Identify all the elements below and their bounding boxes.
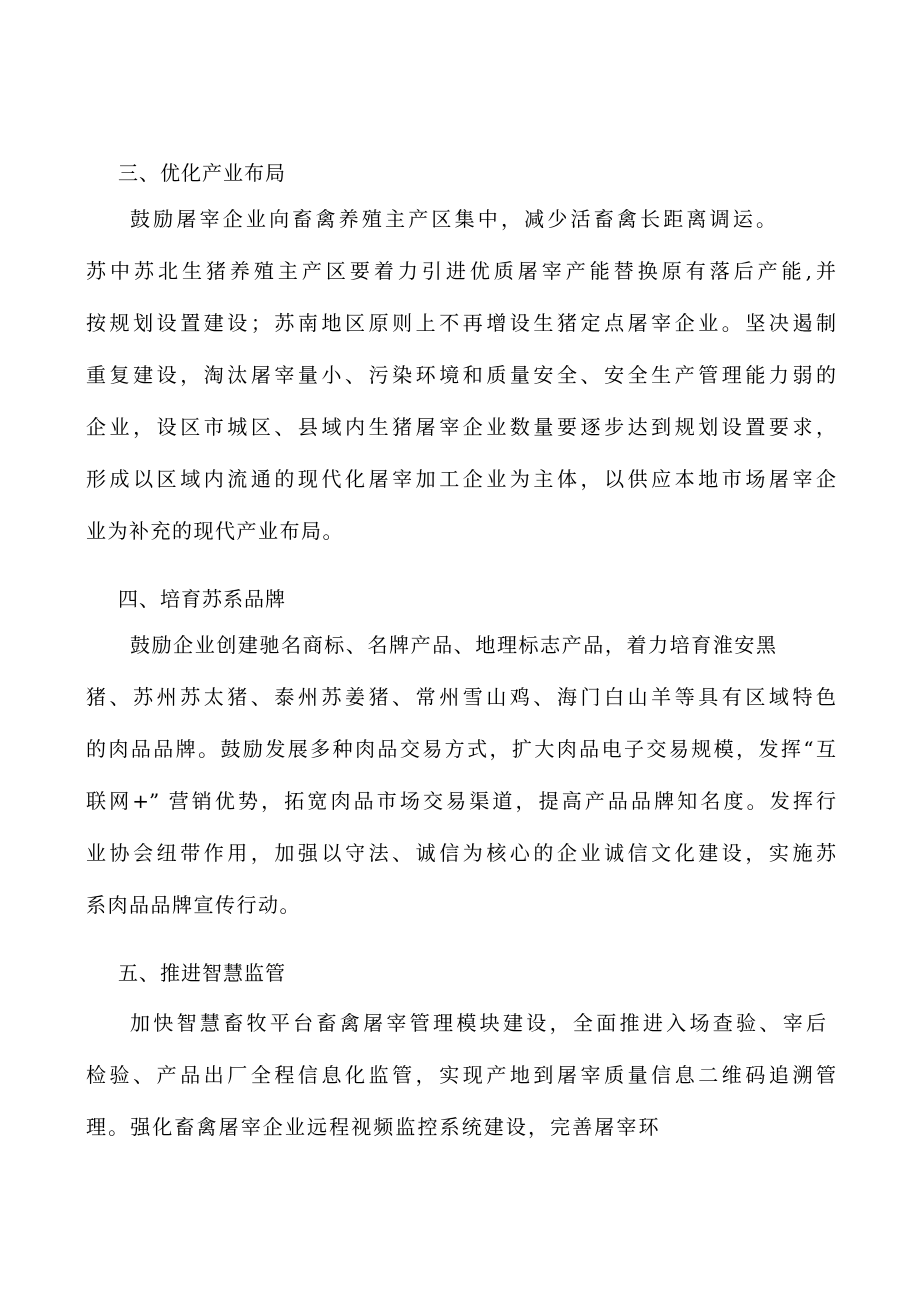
paragraph-line: 加快智慧畜牧平台畜禽屠宰管理模块建设，全面推进入场查验、宰后 — [130, 1011, 826, 1035]
paragraph-line: 企业，设区市城区、县域内生猪屠宰企业数量要逐步达到规划设置要求， — [86, 415, 836, 439]
paragraph-line: 形成以区域内流通的现代化屠宰加工企业为主体，以供应本地市场屠宰企 — [86, 467, 836, 491]
paragraph-line: 理。强化畜禽屠宰企业远程视频监控系统建设，完善屠宰环 — [86, 1115, 661, 1139]
paragraph-line: 业协会纽带作用，加强以守法、诚信为核心的企业诚信文化建设，实施苏 — [86, 841, 836, 865]
paragraph-line: 重复建设，淘汰屠宰量小、污染环境和质量安全、安全生产管理能力弱的 — [86, 363, 836, 387]
paragraph-line: 苏中苏北生猪养殖主产区要着力引进优质屠宰产能替换原有落后产能,并 — [86, 259, 836, 283]
section-heading-4: 四、培育苏系品牌 — [118, 587, 286, 611]
section-heading-3: 三、优化产业布局 — [118, 161, 286, 185]
paragraph-line: 系肉品品牌宣传行动。 — [86, 893, 301, 917]
paragraph-line: 联网+” 营销优势，拓宽肉品市场交易渠道，提高产品品牌知名度。发挥行 — [86, 789, 836, 813]
section-heading-5: 五、推进智慧监管 — [118, 961, 286, 985]
paragraph-line: 按规划设置建设；苏南地区原则上不再增设生猪定点屠宰企业。坚决遏制 — [86, 311, 836, 335]
paragraph-line: 检验、产品出厂全程信息化监管，实现产地到屠宰质量信息二维码追溯管 — [86, 1063, 836, 1087]
paragraph-line: 业为补充的现代产业布局。 — [86, 519, 344, 543]
paragraph-line: 鼓励屠宰企业向畜禽养殖主产区集中，减少活畜禽长距离调运。 — [130, 207, 776, 231]
paragraph-line: 猪、苏州苏太猪、泰州苏姜猪、常州雪山鸡、海门白山羊等具有区域特色 — [86, 685, 836, 709]
paragraph-line: 的肉品品牌。鼓励发展多种肉品交易方式，扩大肉品电子交易规模，发挥“互 — [86, 737, 836, 761]
paragraph-line: 鼓励企业创建驰名商标、名牌产品、地理标志产品，着力培育淮安黑 — [130, 633, 776, 657]
